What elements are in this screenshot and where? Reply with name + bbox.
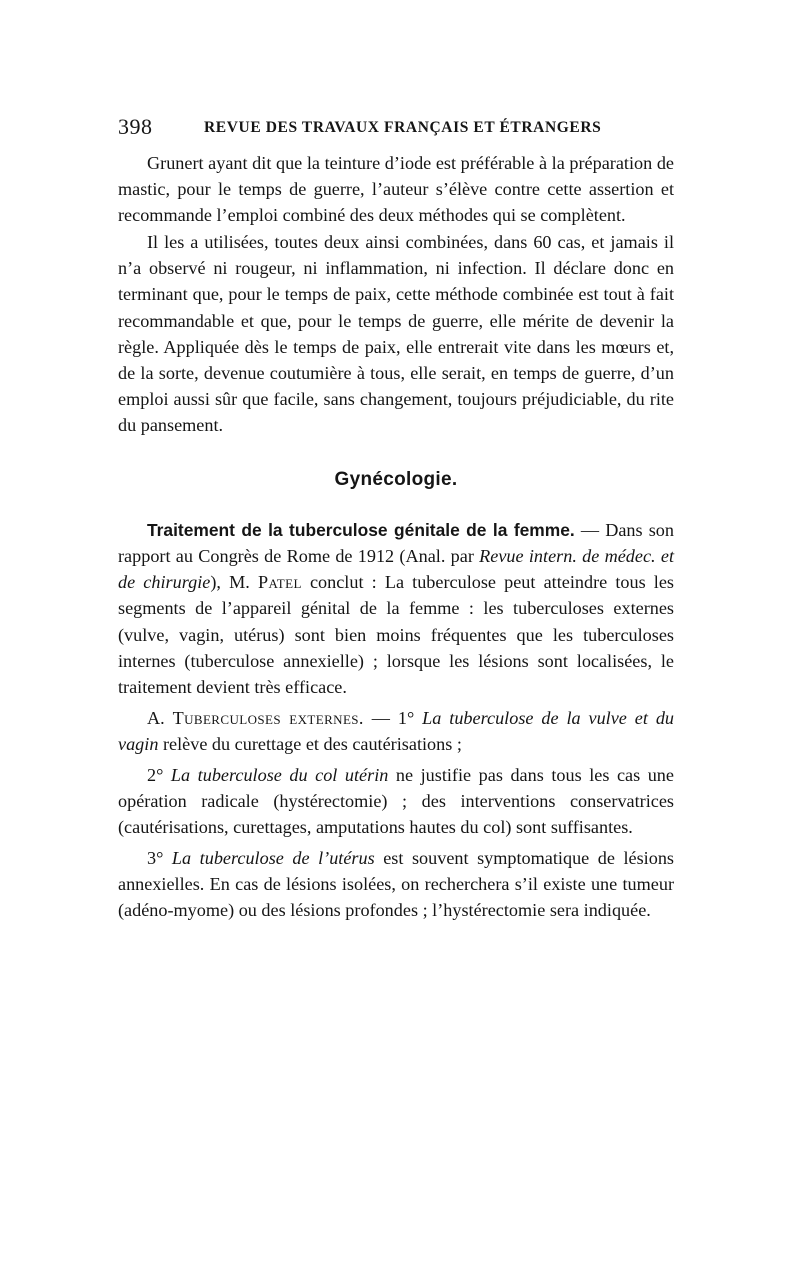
paragraph-3-text-b: ), M. xyxy=(210,572,258,593)
paragraph-6-text: est souvent symptomatique de lésions annexielles. En cas de lésions isolées, on recherchera s’il existe une tumeur (adéno-myome) ou des lésions profondes ; l’hystérectomie sera indiquée. xyxy=(118,848,675,921)
paragraph-6-italic: La tuberculose de l’utérus xyxy=(171,848,375,869)
journal-name: Revue intern. de médec. et de chirurgie xyxy=(118,546,674,593)
paragraph-5-text: ne justifie pas dans tous les cas une opération radicale (hystérectomie) ; des interventions conservatrices (cautérisations, curettages, amputations hautes du col) sont suffisantes. xyxy=(118,764,674,838)
article-title: Traitement de la tuberculose génitale de la femme. xyxy=(147,520,575,541)
subsection-heading: Tuberculoses externes. xyxy=(172,707,364,728)
paragraph-3-text-a: — Dans son rapport au Congrès de Rome de 1912 (Anal. par xyxy=(118,520,674,567)
paragraph-5-number: 2° xyxy=(147,764,171,785)
paragraph-4-text-a: — 1° xyxy=(363,707,423,728)
paragraph-5 xyxy=(118,762,674,840)
paragraph-6-number: 3° xyxy=(147,848,172,869)
paragraph-4-italic: La tuberculose de la vulve et du vagin xyxy=(118,707,675,754)
paragraph-4 xyxy=(118,705,674,757)
paragraph-4-prefix: A. xyxy=(147,707,173,728)
paragraph-3-text-c: conclut : La tuberculose peut atteindre tous les segments de l’appareil génital de la femme : les tuberculoses externes (vulve, vagin, utérus) sont bien moins fréquentes que les tuberculoses internes (tuberculose annexielle) ; lorsque les lésions sont localisées, le traitement devient très efficace. xyxy=(118,572,674,697)
running-header xyxy=(118,114,678,140)
paragraph-4-text-b: relève du curettage et des cautérisations ; xyxy=(158,733,462,754)
page-number: 398 xyxy=(118,114,153,139)
paragraph-5-italic: La tuberculose du col utérin xyxy=(170,764,389,785)
paragraph-1: Grunert ayant dit que la teinture d’iode est préférable à la préparation de mastic, pour le temps de guerre, l’auteur s’élève contre cette assertion et recommande l’emploi combiné des deux méthodes qui se complètent. xyxy=(118,153,674,226)
running-title: REVUE DES TRAVAUX FRANÇAIS ET ÉTRANGERS xyxy=(204,119,602,136)
paragraph-6 xyxy=(118,845,674,923)
paragraph-2: Il les a utilisées, toutes deux ainsi combinées, dans 60 cas, et jamais il n’a observé ni rougeur, ni inflammation, ni infection. Il déclare donc en terminant que, pour le temps de paix, cette méthode combinée est tout à fait recommandable et que, pour le temps de guerre, elle mérite de devenir la règle. Appliquée dès le temps de paix, elle entrerait vite dans les mœurs et, de la sorte, devenue coutumière à tous, elle serait, en temps de guerre, d’un emploi aussi sûr que facile, sans changement, toujours préjudiciable, du rite du pansement. xyxy=(118,232,674,435)
section-title: Gynécologie. xyxy=(334,469,458,491)
paragraph-3 xyxy=(118,517,674,700)
author-name: Patel xyxy=(257,572,302,593)
body-text xyxy=(118,150,674,924)
